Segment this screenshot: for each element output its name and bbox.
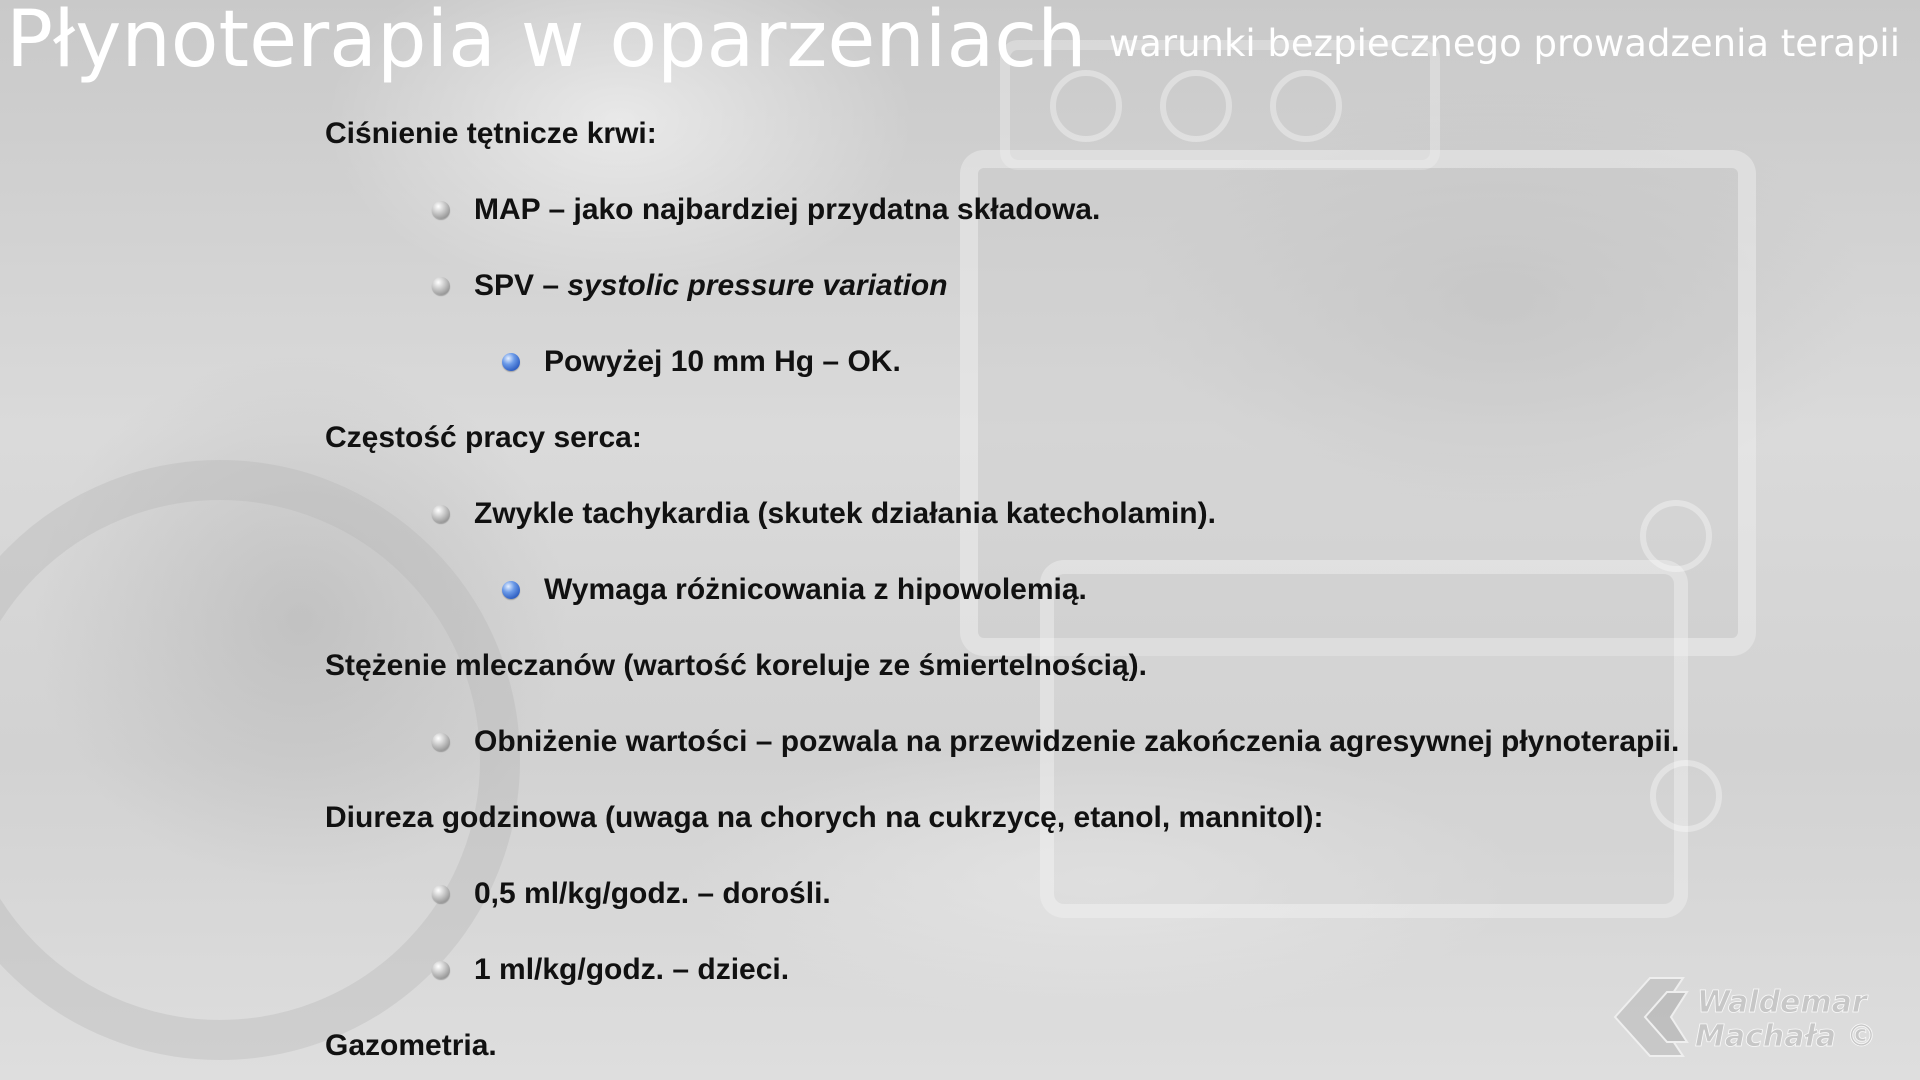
list-item: SPV – systolic pressure variation — [432, 248, 948, 324]
bullet-icon — [432, 201, 450, 219]
logo-name-line1: Waldemar — [1697, 985, 1867, 1020]
bullet-icon — [432, 961, 450, 979]
background-knob — [1160, 70, 1232, 142]
section-heading: Gazometria. — [325, 1029, 497, 1062]
list-item: Zwykle tachykardia (skutek działania katecholamin). — [432, 476, 1216, 552]
list-item: Obniżenie wartości – pozwala na przewidzenie zakończenia agresywnej płynoterapii. — [432, 704, 1679, 780]
author-logo — [1605, 972, 1905, 1062]
logo-name-line2: Machała © — [1695, 1019, 1877, 1054]
background-knob — [1640, 500, 1712, 572]
bullet-icon — [432, 277, 450, 295]
sub-list-item: Wymaga różnicowania z hipowolemią. — [502, 552, 1087, 628]
background-knob — [1270, 70, 1342, 142]
list-item: 0,5 ml/kg/godz. – dorośli. — [432, 856, 831, 932]
section-heading: Ciśnienie tętnicze krwi: — [325, 117, 657, 150]
logo-mark-icon — [1615, 978, 1687, 1056]
section-heading: Częstość pracy serca: — [325, 421, 642, 454]
bullet-icon — [502, 353, 520, 371]
slide-subtitle: warunki bezpiecznego prowadzenia terapii — [1108, 22, 1900, 65]
section-heading: Diureza godzinowa (uwaga na chorych na cukrzycę, etanol, mannitol): — [325, 801, 1324, 834]
slide-title: Płynoterapia w oparzeniach — [6, 0, 1087, 85]
bullet-icon — [432, 733, 450, 751]
bullet-icon — [432, 885, 450, 903]
sub-list-item: Powyżej 10 mm Hg – OK. — [502, 324, 901, 400]
section-heading: Stężenie mleczanów (wartość koreluje ze śmiertelnością). — [325, 649, 1147, 682]
bullet-icon — [502, 581, 520, 599]
bullet-icon — [432, 505, 450, 523]
list-item: 1 ml/kg/godz. – dzieci. — [432, 932, 789, 1008]
list-item: MAP – jako najbardziej przydatna składowa. — [432, 172, 1100, 248]
